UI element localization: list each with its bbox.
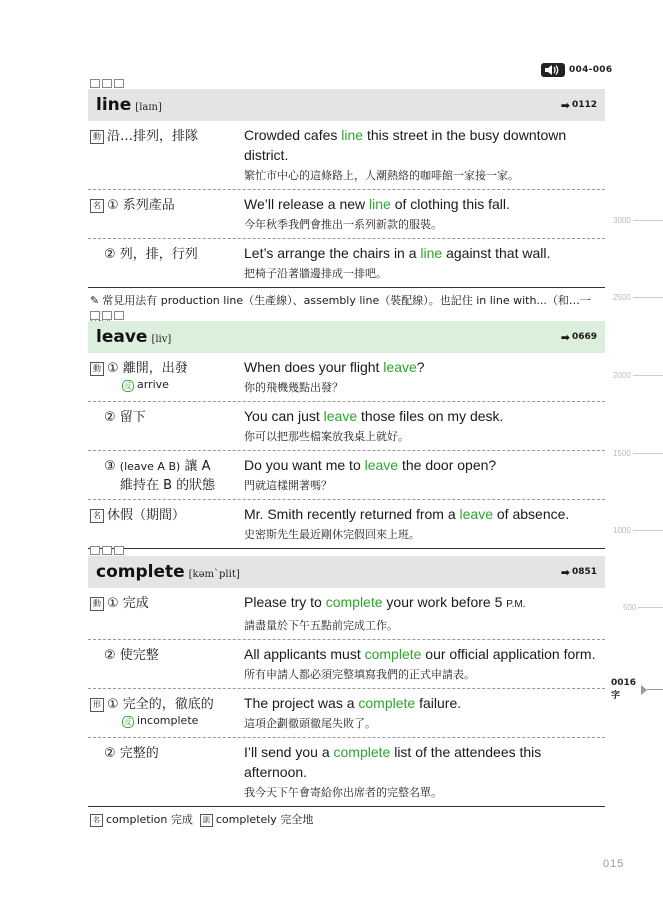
pos-badge: 動 — [90, 362, 104, 376]
review-checkbox[interactable] — [114, 311, 124, 320]
review-checkboxes — [90, 311, 605, 321]
sense-meaning: 列，排，行列 — [119, 247, 198, 262]
example-en: Please try to complete your work before 5 P.M. — [244, 594, 526, 610]
entry-complete — [88, 546, 605, 831]
example-zh: 我今天下午會寄給你出席者的完整名單。 — [244, 786, 442, 799]
pronunciation: [laɪn] — [135, 102, 162, 113]
cross-reference: ➡ 0669 — [560, 330, 597, 344]
sense-row: ③ (leave A B) 讓 A 維持在 B 的狀態 Do you want me to leave the door open? 門就這樣開著嗎？ — [88, 451, 605, 500]
derived-words: 名 completion 完成 副 completely 完全地 — [88, 807, 605, 831]
review-checkbox[interactable] — [114, 546, 124, 555]
example-en: I’ll send you a complete list of the attendees this afternoon. — [244, 744, 542, 780]
cross-reference: ➡ 0851 — [560, 565, 597, 579]
headword: complete — [96, 562, 185, 582]
scale-tick: 2000 — [613, 371, 663, 380]
review-checkbox[interactable] — [114, 79, 124, 88]
progress-marker: 0016字 — [611, 678, 663, 701]
example-en: Let’s arrange the chairs in a line against that wall. — [244, 245, 551, 261]
pronunciation: [liv] — [151, 334, 172, 345]
cross-reference: ➡ 0112 — [560, 98, 597, 112]
entry-header — [88, 89, 605, 121]
example-zh: 請盡量於下午五點前完成工作。 — [244, 619, 398, 632]
sense-meaning: 沿…排列，排隊 — [107, 129, 199, 144]
sense-row: ② 使完整 All applicants must complete our official application form. 所有申請人都必須完整填寫我們的正式申請表。 — [88, 640, 605, 689]
sense-meaning: 留下 — [119, 410, 146, 425]
sense-meaning: 離開，出發 — [122, 361, 188, 376]
example-zh: 你可以把那些檔案放我桌上就好。 — [244, 430, 409, 443]
sense-row — [88, 121, 605, 190]
antonym-icon: 反 — [122, 716, 134, 728]
pencil-icon: ✎ — [90, 294, 100, 307]
review-checkbox[interactable] — [102, 311, 112, 320]
review-checkboxes — [90, 79, 605, 89]
arrow-right-icon: ➡ — [560, 565, 570, 579]
pos-badge: 動 — [90, 130, 104, 144]
sense-row: 名 ① 系列產品 We’ll release a new line of clothing this fall. 今年秋季我們會推出一系列新款的服裝。 — [88, 190, 605, 239]
pos-badge: 動 — [90, 597, 104, 611]
antonym-icon: 反 — [122, 380, 134, 392]
example-en: The project was a complete failure. — [244, 695, 462, 711]
audio-track-label: 004-006 — [569, 65, 613, 75]
antonym: 反 arrive — [122, 378, 244, 392]
arrow-right-icon: ➡ — [560, 98, 570, 112]
headword: leave — [96, 327, 148, 347]
sense-meaning: 使完整 — [119, 648, 159, 663]
headword: line — [96, 95, 132, 115]
pos-badge: 名 — [90, 199, 104, 213]
review-checkboxes — [90, 546, 605, 556]
scale-tick: 2500 — [613, 293, 663, 302]
page-number: 015 — [603, 858, 625, 870]
example-zh: 所有申請人都必須完整填寫我們的正式申請表。 — [244, 668, 475, 681]
pos-badge: 名 — [90, 814, 103, 827]
entry-header — [88, 556, 605, 588]
example-en: You can just leave those files on my desk. — [244, 408, 504, 424]
example-zh: 把椅子沿著牆邊排成一排吧。 — [244, 267, 387, 280]
sense-row: ② 列，排，行列 Let’s arrange the chairs in a line against that wall. 把椅子沿著牆邊排成一排吧。 — [88, 239, 605, 288]
review-checkbox[interactable] — [102, 546, 112, 555]
entry-line — [88, 79, 605, 330]
audio-track-badge[interactable] — [541, 62, 612, 78]
sense-meaning: 完成 — [122, 596, 149, 611]
review-checkbox[interactable] — [90, 546, 100, 555]
example-en: When does your flight leave? — [244, 359, 425, 375]
example-en: We’ll release a new line of clothing this fall. — [244, 196, 510, 212]
entry-header — [88, 321, 605, 353]
scale-tick: 1000 — [613, 526, 663, 535]
antonym: 反 incomplete — [122, 714, 244, 728]
speaker-icon — [541, 63, 565, 77]
pronunciation: [kəm`plit] — [188, 569, 240, 580]
example-zh: 你的飛機幾點出發？ — [244, 381, 343, 394]
sense-row: ② 完整的 I’ll send you a complete list of the attendees this afternoon. 我今天下午會寄給你出席者的完整名單。 — [88, 738, 605, 807]
arrow-right-icon: ➡ — [560, 330, 570, 344]
sense-row: 動 ① 完成 Please try to complete your work before 5 P.M. 請盡量於下午五點前完成工作。 — [88, 588, 605, 640]
example-en: Mr. Smith recently returned from a leave of absence. — [244, 506, 570, 522]
review-checkbox[interactable] — [90, 311, 100, 320]
sense-meaning: 讓 A — [184, 459, 211, 474]
example-zh: 今年秋季我們會推出一系列新款的服裝。 — [244, 218, 442, 231]
review-checkbox[interactable] — [90, 79, 100, 88]
sense-row: ② 留下 You can just leave those files on my desk. 你可以把那些檔案放我桌上就好。 — [88, 402, 605, 451]
pos-badge: 名 — [90, 509, 104, 523]
pos-badge: 形 — [90, 698, 104, 712]
scale-tick: 1500 — [613, 449, 663, 458]
sense-meaning: 完整的 — [119, 746, 159, 761]
example-zh: 門就這樣開著嗎？ — [244, 479, 332, 492]
entry-leave — [88, 311, 605, 549]
usage-note: ✎ 常見用法有 production line（生產線）、assembly line（裝配線）。也記住 in line with...（和…一 — [88, 288, 605, 330]
scale-tick: 3000 — [613, 216, 663, 225]
example-en: All applicants must complete our official application form. — [244, 646, 596, 662]
sense-meaning: 完全的，徹底的 — [122, 697, 214, 712]
pos-badge: 副 — [200, 814, 213, 827]
sense-meaning: 系列產品 — [122, 198, 175, 213]
example-en: Do you want me to leave the door open? — [244, 457, 497, 473]
example-zh: 繁忙市中心的這條路上，人潮熱絡的咖啡館一家接一家。 — [244, 169, 519, 182]
sense-row — [88, 500, 605, 549]
sense-row: 動 ① 離開，出發 反 arrive When does your flight leave? 你的飛機幾點出發？ — [88, 353, 605, 402]
review-checkbox[interactable] — [102, 79, 112, 88]
sense-row: 形 ① 完全的，徹底的 反 incomplete The project was a complete failure. 這項企劃徹頭徹尾失敗了。 — [88, 689, 605, 738]
example-en: Crowded cafes line this street in the busy downtown district. — [244, 127, 567, 163]
scale-tick: 500 — [623, 603, 663, 612]
example-zh: 這項企劃徹頭徹尾失敗了。 — [244, 717, 376, 730]
example-zh: 史密斯先生最近剛休完假回來上班。 — [244, 528, 420, 541]
sense-meaning: 休假（期間） — [107, 508, 186, 523]
